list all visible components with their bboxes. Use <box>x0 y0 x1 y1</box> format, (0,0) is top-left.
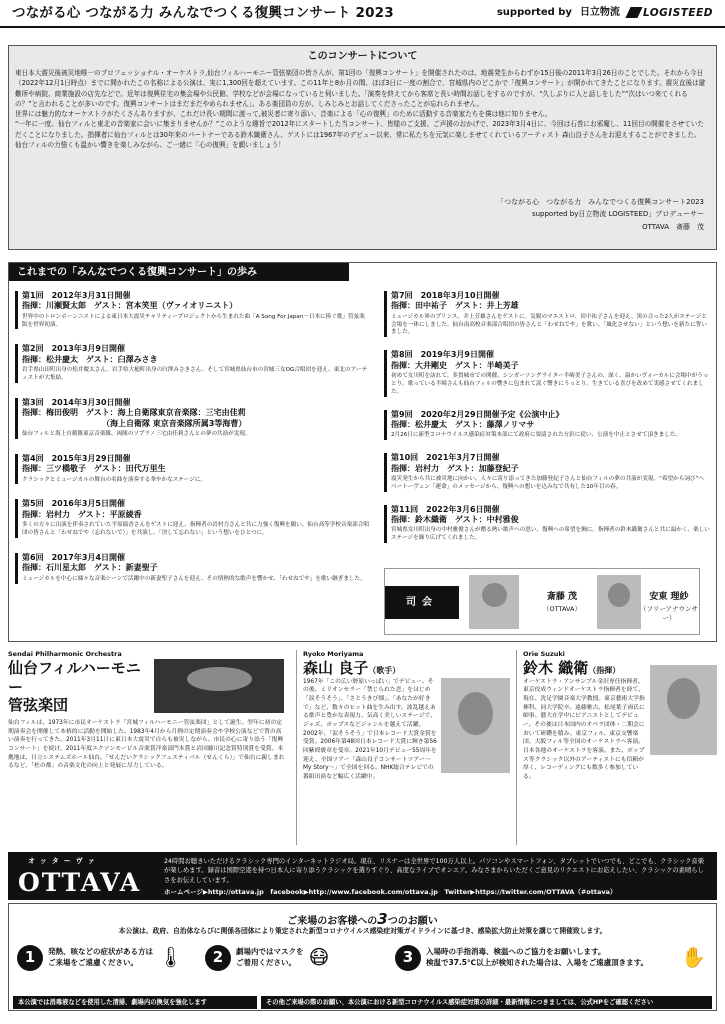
about-title: このコンサートについて <box>304 50 422 64</box>
history-event <box>15 291 370 329</box>
history-event <box>15 344 370 382</box>
requests-title-pre: ご来場のお客様への <box>287 916 378 927</box>
host-name-saito <box>523 591 601 614</box>
request-line: 劇場内ではマスクを <box>236 946 304 956</box>
supported-by-text: supported by <box>496 7 572 19</box>
about-paragraph: 東日本大震災後被災地唯一のプロフェッショナル・オーケストラ,仙台フィルハーモニー管弦楽団の皆さんが、第1回の「復興コンサート」を開催されたのは、地震発生からわずか15日後の2011年3月26日のことでした。それから今日（2022年12月1日時点）までに開かれたこの名称による公演は、実に1,300回を超えています。この11年と8か月の間、ほぼ3日に一度の割合で、宮城県内のどこかで「復興コンサート」が開かれてきたことになります。震災直後は避難所や病院、商業施設の店先などで。近年は復興住宅の集会場や公民館、学校などが会場になっていると伺いました。「演奏を終えてから客席と長い時間お話しをするのですが、“久しぶりに人と話しをした”“次はいつ来てくれるの？”と言われることが多いのです。復興コンサートはまだまだやめられません」。ある楽団員の方が、しみじみとお話してくださったことが忘れられません。 <box>15 69 706 108</box>
host-name-ando <box>637 591 701 623</box>
history-column-right <box>384 291 710 556</box>
event-date: 第11回 2022年3月6日開催 <box>391 504 500 514</box>
ottava-ruby: オッターヴァ <box>28 857 100 865</box>
performer-name-jp <box>523 659 646 678</box>
moriyama-photo <box>441 678 510 773</box>
host-photo-saito <box>469 575 519 629</box>
history-event <box>15 398 370 439</box>
thermometer-icon: 🌡 <box>158 945 184 969</box>
performer-name-jp: 仙台フィルハーモニー <box>8 658 141 696</box>
request-line: ご着用ください。 <box>236 957 296 967</box>
event-cast: 指揮：大井剛史 ゲスト：半崎美子 <box>391 360 519 370</box>
event-cast: 指揮：川瀬賢太郎 ゲスト：宮本笑里（ヴァイオリニスト） <box>22 301 238 311</box>
history-event <box>15 499 370 537</box>
requests-title-post: つのお願い <box>387 916 438 927</box>
event-date: 第3回 2014年3月30日開催 <box>22 397 131 407</box>
request-item-1 <box>17 944 183 971</box>
producer-signature <box>497 196 704 233</box>
history-column-left <box>15 291 370 599</box>
official-site-note: その他ご来場の際のお願い、本公演における新型コロナウイルス感染症対策の詳細・最新情報につきましては、公式HPをご確認ください <box>261 996 712 1009</box>
request-line: 入場時の手指消毒、検温へのご協力をお願いします。 <box>426 946 606 956</box>
event-cast: 指揮：三ツ橋敬子 ゲスト：田代万里生 <box>22 464 166 474</box>
performer-orchestra <box>8 650 286 845</box>
event-cast: 指揮：岩村力 ゲスト：平原綾香 <box>22 509 142 519</box>
history-event <box>15 553 370 584</box>
performer-suzuki <box>516 650 717 845</box>
logisteed-text: LOGISTEED <box>642 6 713 19</box>
signature-line: 「つながる心 つながる力 みんなでつくる復興コンサート2023 <box>497 198 704 206</box>
history-event <box>384 505 710 543</box>
requests-subtitle: 本公演は、政府、自治体ならびに関係各団体により策定された新型コロナウイルス感染症対策ガイドラインに基づき、感染拡大防止対策を講じて開催致します。 <box>118 927 607 935</box>
performer-name-en: Sendai Philharmonic Orchestra <box>8 650 122 658</box>
request-text <box>426 947 676 969</box>
request-text <box>48 947 153 969</box>
host-name-text: 安東 理紗 <box>649 592 689 602</box>
event-cast: 指揮：石川星太郎 ゲスト：新妻聖子 <box>22 563 158 573</box>
host-name-text: 斎藤 茂 <box>546 592 578 602</box>
suzuki-photo <box>650 665 717 755</box>
event-description: 2月26日に新型コロナウイルス感染症対策本部にて政府に要請された方針に従い、公演を中止とさせて頂きました。 <box>391 432 682 439</box>
requests-title-number: 3 <box>377 910 388 928</box>
event-description: 岩手県山田町出身の松井慶太さん、岩手県大槌町出身の臼澤みさきさん。そして宮城県仙台市の宮城三女OG合唱団を迎え、東北のアーティストが大集結。 <box>22 367 368 382</box>
event-description: 宮城県女川町出身の中村雅俊さんが贈る熱い歌声への思い、復興への希望を胸に。指揮者の鈴木織衛さんと共に温かく、楽しいステージを繰り広げてくれました。 <box>391 527 710 542</box>
request-item-2 <box>205 944 329 971</box>
history-event <box>384 291 710 337</box>
event-date: 第6回 2017年3月4日開催 <box>22 552 125 562</box>
performer-bio: 1967年「この広い野原いっぱい」でデビュー。その後、ミリオンセラー「禁じられた恋」をはじめ「涙そうそう」、「さとうきび畑」、「あなたが好きで」など、数々のヒット曲を生み出す。波乱越えある歌声と豊かな表現力、気高く美しいステージで、ジャズ、ポップスなどジャンルを越えて活躍。2002年、「涙そうそう」で日本レコード大賞金賞を受賞。2006年第48回日本レコード大賞に輝き第56回紫綬褒章を受章。2021年10月デビュー55周年を迎え、全国ツアー「森山良子コンサートツアー～My Story～」で全国を回る。NHK総合テレビでの番組出演など幅広く活躍中。 <box>303 678 437 781</box>
event-description: ミュージカルを中心に様々な音楽シーンで活躍中の新妻聖子さんを迎え、その情熱的な歌声を響かせ、「わせねでや」を歌い継ぎました。 <box>22 575 366 582</box>
request-number: 2 <box>205 945 231 971</box>
history-event <box>384 350 710 396</box>
performer-name-text: 森山 良子 <box>303 658 369 677</box>
about-paragraph: “一年に一度、仙台フィルと東北の音楽家に会いに集まりませんか？”このような趣旨で2012年にスタートした当コンサート、皆様のご支援、ご声援のおかげで、2023年3月4日に、今回は石巻にお邪魔し、11回目の開催をさせていただくことになりました。指揮者に仙台フィルとは30年来のパートナーである鈴木織衛さん、ゲストには1967年のデビュー以来、常に私たちを元気に楽しませてくれているアーティスト 森山良子さんをお迎えすることができました。 <box>15 120 704 139</box>
history-title: これまでの「みんなでつくる復興コンサート」の歩み <box>9 263 349 281</box>
history-event <box>15 454 370 485</box>
event-description: 初めて女川町を訪れて、多賀城市での開催。シンガーソングライター半崎美子さんの、深く、温かいヴォーカルに会場中がうっとり。歌っている半崎さんも仙台フィルの響きに包まれて涙ぐ響きにうっとり。生きている喜びを改めて実感させてくれました。 <box>391 373 709 395</box>
event-date: 第5回 2016年3月5日開催 <box>22 499 125 509</box>
requests-section <box>8 903 717 1011</box>
host-role-text: （OTTAVA） <box>543 605 581 614</box>
event-cast: 指揮：鈴木織衛 ゲスト：中村雅俊 <box>391 514 519 524</box>
orchestra-photo <box>154 659 284 713</box>
performer-role: （指揮） <box>588 665 621 675</box>
request-number: 1 <box>17 945 43 971</box>
request-line: 発熱、咳などの症状がある方は <box>48 946 153 956</box>
request-item-3 <box>395 944 706 971</box>
event-cast: 指揮：松井慶太 ゲスト：臼澤みさき <box>22 354 158 364</box>
host-role-text: （フリーアナウンサー） <box>640 605 698 622</box>
hand-sanitizer-icon: ✋ <box>681 945 706 969</box>
logisteed-logo <box>628 6 713 20</box>
event-description: 震災発生から共に被災地に向かい、人々に寄り添ってきた加藤登紀子さんと仙台フィルの夢の共演が実現。“希望から詞び”へ ベートーヴェン「運命」のメッセージから、復興への想いを込みなで共有した10年目の春。 <box>391 475 710 490</box>
performer-bio: オーケストラ・アンサンブル金沢専任指揮者、東京佼成ウィンドオーケストラ指揮者を経て、現在、洗足学園音楽大学教授。東京藝術大学指揮科、同大学院卒。遠藤雅古、松尾葉子両氏に師事。藝大在学中にピアニストとしてデビュー。その後は日本国内のオペラ団体・二期会において研鑽を積み、東京フィル、東京交響楽団、大阪フィル等全国のオーケストラへ客演。日本各地のオーケストラを客演。また、ポップス等クラシック以外のアーティストにも信頼が厚く、レコーディングにも数多く参加している。 <box>523 678 645 781</box>
performer-bio: 仙台フィルは、1973年に市民オーケストラ「宮城フィルハーモニー管弦楽団」として誕生。翌年に初の定期演奏会を開催して本格的に活動を開始した。1983年4月から月例の定期演奏会や学校公演などで質の高い演奏を行ってきた。2011年3月11日に東日本大震災で自らも被災しながら、市民の心に寄り添う「復興コンサート」を続け、2011年度エクソンモービル音楽賞洋楽部門本賞と岩国藤川記念賞特別賞を受賞。本拠地は、日立システムズホール仙台。「せんだいクラシックフェスティバル（せんくら）」で仙台に親しまれるなど、「杜の都」の音楽文化の向上と発展に尽力している。 <box>8 720 285 770</box>
concert-title: つながる心 つながる力 みんなでつくる復興コンサート 2023 <box>12 4 394 21</box>
request-text <box>236 947 304 969</box>
about-paragraph: 仙台フィルの力強くも温かい響きを楽しみながら、ご一緒に「心の復興」を願いましょう！ <box>15 140 285 149</box>
event-description: ミュージカル界のプリンス、井上芳雄さんをゲストに。気鋭のマエストロ、田中祐子さんを迎え、黒の合った2人がステージと会場を一体にしました。仙台南高校音楽部合唱団の皆さんと「わせねでや」を歌い、「風化させない」という想いを新たに誓いました。 <box>391 313 708 336</box>
request-line: 検温で37.5℃以上が検知された場合は、入場をご遠慮頂きます。 <box>426 957 648 967</box>
history-event <box>384 453 710 491</box>
hosts-box <box>384 568 700 635</box>
event-date: 第7回 2018年3月10日開催 <box>391 291 500 300</box>
signature-line: supported by日立物流 LOGISTEED」プロデューサー <box>531 210 704 219</box>
performer-role: （歌手） <box>368 665 401 675</box>
sponsor-hitachi: 日立物流 <box>579 7 620 19</box>
event-description: 世界中のトロンボーンニストによる東日本大震災チャリティープロジェクトから生まれた曲「A Song For Japan～日本に捧ぐ歌」管弦楽版を世界初演。 <box>22 313 365 328</box>
performer-name-en: Ryoko Moriyama <box>303 650 364 658</box>
performer-name-en: Orie Suzuki <box>523 650 565 658</box>
performer-moriyama <box>296 650 510 845</box>
event-cast-note: （海上自衛隊 東京音楽隊所属3等海曹） <box>102 418 247 428</box>
event-date: 第1回 2012年3月31日開催 <box>22 291 131 300</box>
request-line: ご来場をご遠慮ください。 <box>48 957 138 967</box>
performer-name-jp <box>303 659 510 678</box>
event-cast: 指揮：田中祐子 ゲスト：井上芳雄 <box>391 301 519 311</box>
event-date: 第9回 2020年2月29日開催予定《公演中止》 <box>391 409 564 419</box>
host-photo-ando <box>597 575 641 629</box>
event-description: クラシックとミュージカルの舞台の名曲を演奏する華やかなステージに。 <box>22 476 207 483</box>
event-cast: 指揮：岩村力 ゲスト：加藤登紀子 <box>391 463 519 473</box>
about-paragraph: 世界には魅力的なオーケストラがたくさんありますが、これだけ長い期間に渡って,被災者に寄り添い、音楽による「心の復興」のために活動する音楽家たちを僕は他に知りません。 <box>15 110 552 119</box>
about-section <box>8 45 717 250</box>
event-date: 第10回 2021年3月7日開催 <box>391 453 500 463</box>
header <box>0 0 725 28</box>
ventilation-note: 本公演では消毒液などを使用した清掃、劇場内の換気を強化します <box>13 996 257 1009</box>
event-description: 多くの方々に出演を伴奏されていた平原綾香さんをゲストに迎え、指揮者の岩村力さんと共に力強く復興を願い、仙台高等学校音楽部合唱団の皆さんと「わせねでや（忘れないで）」を共演し、「決して忘れない」という想いをひとつに。 <box>22 522 369 537</box>
ottava-logo: OTTAVA <box>18 868 142 897</box>
history-event <box>384 410 710 441</box>
performer-name-jp: 管弦楽団 <box>8 696 69 715</box>
logisteed-slash-icon <box>625 7 642 18</box>
signature-line: OTTAVA 斎藤 茂 <box>642 222 704 231</box>
about-body <box>15 68 710 150</box>
ottava-description: 24時間お聴きいただけるクラシック専門のインターネットラジオ局。現在、リスナーは全世界で100万人以上。パソコンやスマートフォン、タブレットでいつでも、どこでも、クラシック音楽が楽しめます。録音は国際空港を持つ日本人に寄り添うクラシックを選りすぐり、高度なライブでオンエア。みなさまからいただくご意見のリクエストにお応えしたい、クラシックの素晴らしさをお伝えしています。 <box>164 858 705 884</box>
sponsor-area <box>497 6 713 20</box>
event-date: 第2回 2013年3月9日開催 <box>22 344 125 354</box>
event-cast: 指揮：梅田俊明 ゲスト：海上自衛隊東京音楽隊：三宅由佳莉 <box>22 408 246 418</box>
hosts-label: 司会 <box>385 586 459 619</box>
event-date: 第8回 2019年3月9日開催 <box>391 350 494 360</box>
event-date: 第4回 2015年3月29日開催 <box>22 453 131 463</box>
request-number: 3 <box>395 945 421 971</box>
performer-name-text: 鈴木 織衛 <box>523 658 589 677</box>
event-description: 仙台フィルと海上自衛隊東京音楽隊、両隊のソプラノ三宅由佳莉さんとの夢の共演が実現。 <box>22 431 251 438</box>
ottava-links[interactable]: ホームページ▶http://ottava.jp facebook▶http://www.facebook.com/ottava.jp Twitter▶https://twitter.com/OTTAVA（#ottava） <box>164 888 617 896</box>
ottava-banner <box>8 852 717 900</box>
mask-icon: 😷 <box>308 945 330 969</box>
event-cast: 指揮：松井慶太 ゲスト：藤澤ノリマサ <box>391 419 535 429</box>
